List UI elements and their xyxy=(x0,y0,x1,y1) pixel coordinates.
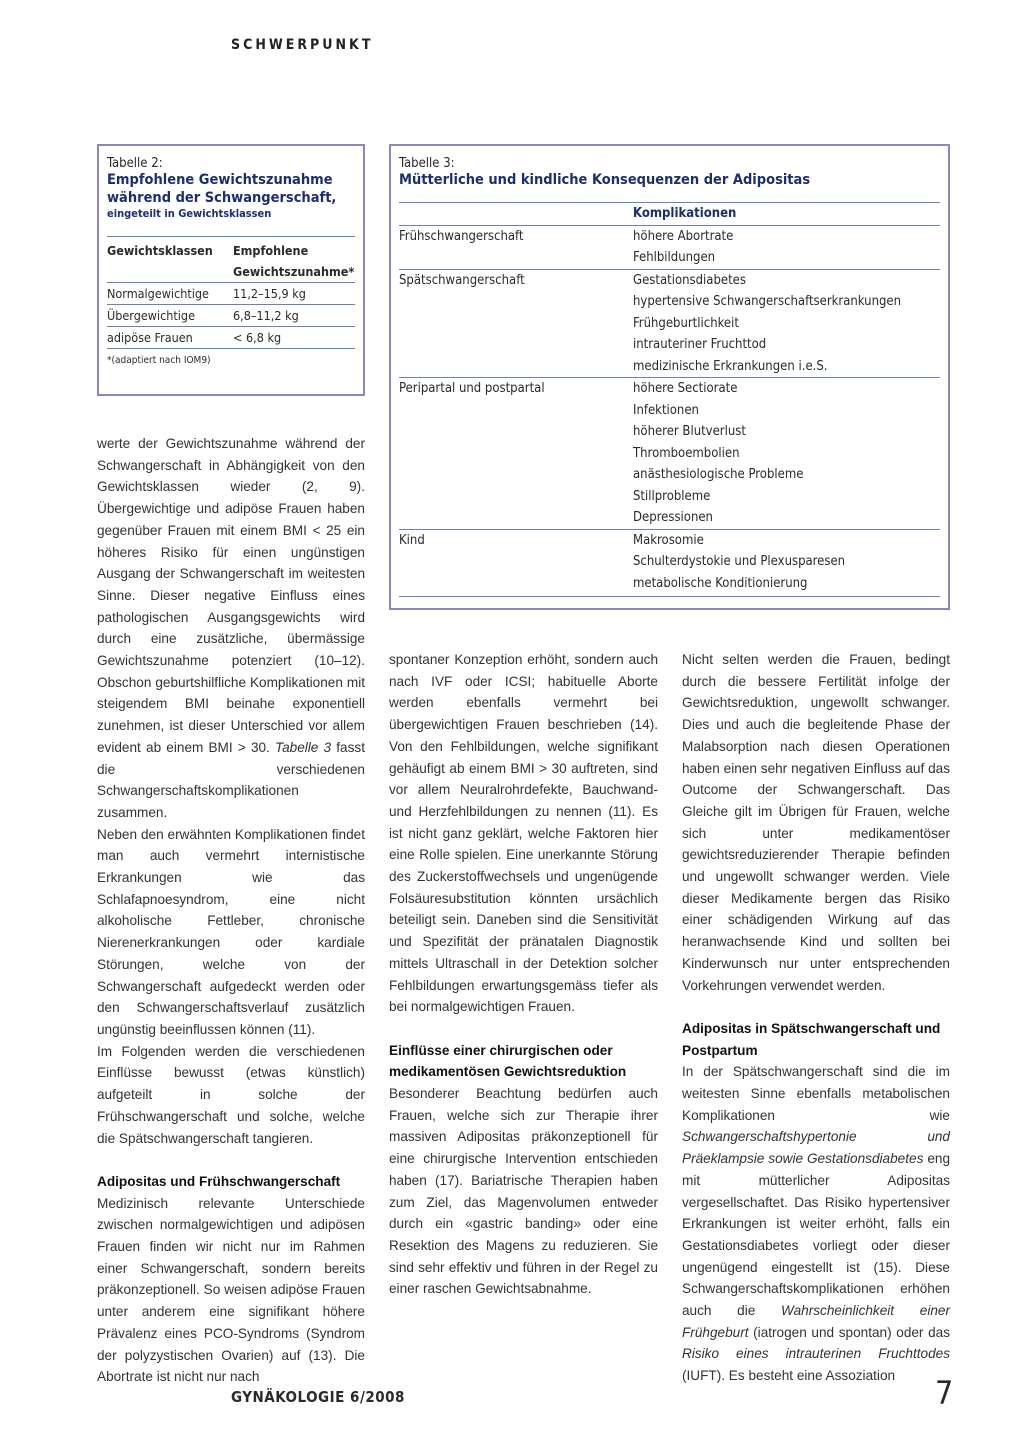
table-3-item: Depressionen xyxy=(633,510,713,525)
section-heading: Adipositas in Spätschwangerschaft und Postpartum xyxy=(682,1020,941,1058)
table-row xyxy=(107,283,355,305)
table-3-item: Infektionen xyxy=(633,402,699,418)
table-row xyxy=(107,327,355,349)
table-3 xyxy=(389,144,950,610)
table-3-group-late xyxy=(399,269,940,378)
table-row xyxy=(399,443,940,465)
table-3-group-peripartal xyxy=(399,377,940,529)
text-column-3 xyxy=(682,649,950,1387)
text-column-1 xyxy=(97,433,365,1388)
paragraph-text: fasst die verschiedenen Schwangerschaftskomplikationen zusammen. xyxy=(97,739,365,820)
table-2-cell-gain: 11,2–15,9 kg xyxy=(233,286,306,301)
table-row xyxy=(399,313,940,335)
paragraph: Im Folgenden werden die verschiedenen Einflüsse bewusst (etwas künstlich) aufgeteilt in solche der Frühschwangerschaft und solche, welche die Spätschwangerschaft tangieren. xyxy=(97,1043,365,1146)
table-row xyxy=(399,226,940,248)
table-3-item: Schulterdystokie und Plexusparesen xyxy=(633,554,846,569)
paragraph-text: (iatrogen und spontan) oder das xyxy=(753,1324,951,1340)
table-3-group-child xyxy=(399,529,940,595)
table-3-item: Frühgeburtlichkeit xyxy=(633,315,739,331)
table-3-group-name: Peripartal und postpartal xyxy=(399,381,545,396)
table-2-label: Tabelle 2: xyxy=(107,156,163,171)
journal-footer: GYNÄKOLOGIE 6/2008 xyxy=(231,1388,405,1406)
table-3-label: Tabelle 3: xyxy=(399,156,455,171)
paragraph: Medizinisch relevante Unterschiede zwischen normalgewichtigen und adipösen Frauen finden wir nicht nur im Rahmen einer Schwangerschaft, sondern bereits präkonzeptionell. So weisen adipöse Frauen unter anderem eine signifikant höhere Prävalenz eines PCO-Syndroms (Syndrom der polyzystischen Ovarien) auf (13). Die Abortrate ist nicht nur nach xyxy=(97,1195,365,1385)
emphasis-text: Risiko eines intrauterinen Fruchttodes xyxy=(682,1346,950,1362)
table-row xyxy=(399,356,940,378)
table-3-item: Thromboembolien xyxy=(633,445,740,461)
table-row xyxy=(399,486,940,508)
table-3-item: medizinische Erkrankungen i.e.S. xyxy=(633,358,828,374)
table-3-group-early xyxy=(399,225,940,269)
table-2-title-line1: Empfohlene Gewichtszunahme xyxy=(107,172,333,188)
table-2-cell-class: Übergewichtige xyxy=(107,308,195,323)
table-row xyxy=(399,464,940,486)
table-3-group-name: Spätschwangerschaft xyxy=(399,272,525,288)
paragraph-text: eng mit mütterlicher Adipositas vergesellschaftet. Das Risiko hypertensiver Erkrankungen ist weiter erhöht, falls ein Gestationsdiabetes vorliegt oder dieser ungenügend eingestellt ist (15). Diese Schwangerschaftskomplikationen erhöhen auch die xyxy=(682,1151,951,1319)
table-3-group-name: Frühschwangerschaft xyxy=(399,228,524,244)
table-3-bottom-rule xyxy=(399,596,940,597)
table-row xyxy=(399,378,940,400)
table-2-cell-gain: 6,8–11,2 kg xyxy=(233,308,299,323)
table-row xyxy=(107,305,355,327)
text-column-2 xyxy=(389,649,658,1300)
table-2-header-gain-line2: Gewichtszunahme* xyxy=(233,264,355,279)
paragraph-text: (IUFT). Es besteht eine Assoziation xyxy=(682,1368,896,1384)
table-2-top-rule xyxy=(107,236,355,237)
table-3-item: hypertensive Schwangerschaftserkrankungen xyxy=(633,294,902,309)
paragraph: Nicht selten werden die Frauen, bedingt durch die bessere Fertilität infolge der Gewichtsreduktion, ungewollt schwanger. Dies und auch die begleitende Phase der Malabsorption nach diesen Operationen haben einen sehr negativen Einfluss auf das Outcome der Schwangerschaft. Das Gleiche gilt im Übrigen für Frauen, welche sich unter medikamentöser gewichtsreduzierender Therapie befinden und ungewollt schwanger werden. Viele dieser Medikamente bergen das Risiko einer schädigenden Wirkung auf das heranwachsende Kind und sollten bei Kinderwunsch nur unter entsprechenden Vorkehrungen verwendet werden. xyxy=(682,652,950,993)
table-2 xyxy=(97,144,365,396)
page-number: 7 xyxy=(935,1374,954,1412)
table-row xyxy=(399,573,940,595)
paragraph xyxy=(682,1061,950,1387)
table-2-title-line2: während der Schwangerschaft, xyxy=(107,190,337,206)
table-3-title: Mütterliche und kindliche Konsequenzen der Adipositas xyxy=(399,172,811,188)
table-row xyxy=(399,334,940,356)
table-row xyxy=(399,421,940,443)
section-heading: Adipositas und Frühschwangerschaft xyxy=(97,1173,341,1189)
table-2-note: *(adaptiert nach IOM9) xyxy=(107,355,211,366)
table-3-item: höhere Sectiorate xyxy=(633,381,738,396)
table-3-item: höherer Blutverlust xyxy=(633,424,746,439)
table-3-item: Makrosomie xyxy=(633,532,704,548)
table-3-item: Stillprobleme xyxy=(633,488,711,504)
table-2-subtitle: eingeteilt in Gewichtsklassen xyxy=(107,207,272,220)
section-heading: Einflüsse einer chirurgischen oder medikamentösen Gewichtsreduktion xyxy=(389,1042,627,1080)
table-2-header xyxy=(107,240,355,283)
table-2-cell-gain: < 6,8 kg xyxy=(233,330,282,345)
table-row xyxy=(399,247,940,269)
table-row xyxy=(399,530,940,552)
table-3-group-name: Kind xyxy=(399,532,425,548)
table-3-header-complications: Komplikationen xyxy=(633,206,737,221)
table-3-item: metabolische Konditionierung xyxy=(633,575,808,591)
table-row xyxy=(399,270,940,292)
paragraph xyxy=(97,433,365,824)
paragraph-text: werte der Gewichtszunahme während der Schwangerschaft in Abhängigkeit von den Gewichtsklassen wieder (2, 9). Übergewichtige und adipöse Frauen haben gegenüber Frauen mit einem BMI < 25 ein höheres Risiko für einen ungünstigen Ausgang der Schwangerschaft im weitesten Sinne. Dieser negative Einfluss eines pathologischen Ausgangsgewichts wird durch eine zusätzliche, übermässige Gewichtszunahme potenziert (10–12). Obschon geburtshilfliche Komplikationen mit steigendem BMI beinahe exponentiell zunehmen, ist dieser Unterschied vor allem evident ab einem BMI > 30. xyxy=(97,436,365,755)
table-row xyxy=(399,507,940,529)
table-3-item: Gestationsdiabetes xyxy=(633,272,746,288)
paragraph: spontaner Konzeption erhöht, sondern auch nach IVF oder ICSI; habituelle Aborte werden ebenfalls vermehrt bei übergewichtigen Frauen beschrieben (14). Von den Fehlbildungen, welche signifikant gehäufigt ab einem BMI > 30 auftreten, sind vor allem Neuralrohrdefekte, Bauchwand- und Herzfehlbildungen zu nennen (11). Es ist nicht ganz geklärt, welche Faktoren hier eine Rolle spielen. Eine unerkannte Störung des Zuckerstoffwechsels und ungenügende Folsäuresubstitution könnten ursächlich beteiligt sein. Daneben sind die Sensitivität und Spezifität der pränatalen Diagnostik mittels Ultraschall in der Detektion solcher Fehlbildungen erwartungsgemäss tiefer als bei normalgewichtigen Frauen. xyxy=(389,652,658,1015)
emphasis-text: Schwangerschaftshypertonie und Präeklampsie sowie Gestationsdiabetes xyxy=(682,1129,950,1167)
table-3-item: Fehlbildungen xyxy=(633,250,716,265)
table-3-item: anästhesiologische Probleme xyxy=(633,467,804,482)
table-3-header xyxy=(399,203,940,225)
table-3-item: intrauteriner Fruchttod xyxy=(633,337,767,352)
paragraph-text: In der Spätschwangerschaft sind die im weitesten Sinne ebenfalls metabolischen Komplikationen wie xyxy=(682,1064,950,1123)
paragraph: Besonderer Beachtung bedürfen auch Frauen, welche sich zur Therapie ihrer massiven Adipositas präkonzeptionell für eine chirurgische Intervention entschieden haben (17). Bariatrische Therapien haben zum Ziel, das Magenvolumen entweder durch ein «gastric banding» oder eine Resektion des Magens zu reduzieren. Sie sind sehr effektiv und führen in der Regel zu einer raschen Gewichtsabnahme. xyxy=(389,1086,658,1297)
table-2-header-gain-line1: Empfohlene xyxy=(233,243,309,258)
table-row xyxy=(399,291,940,313)
paragraph: Neben den erwähnten Komplikationen findet man auch vermehrt internistische Erkrankungen wie das Schlafapnoesyndrom, eine nicht alkoholische Fettleber, chronische Nierenerkrankungen oder kardiale Störungen, welche von der Schwangerschaft aufgedeckt werden oder den Schwangerschaftsverlauf zusätzlich ungünstig beeinflussen können (11). xyxy=(97,826,365,1037)
table-2-cell-class: Normalgewichtige xyxy=(107,286,209,301)
table-2-cell-class: adipöse Frauen xyxy=(107,330,193,345)
table-reference: Tabelle 3 xyxy=(275,739,332,755)
emphasis-text: Wahrscheinlichkeit einer Frühgeburt xyxy=(682,1303,950,1340)
table-row xyxy=(399,400,940,422)
table-2-header-class: Gewichtsklassen xyxy=(107,243,213,258)
section-header: SCHWERPUNKT xyxy=(231,37,374,53)
table-3-item: höhere Abortrate xyxy=(633,228,734,244)
table-row xyxy=(399,551,940,573)
